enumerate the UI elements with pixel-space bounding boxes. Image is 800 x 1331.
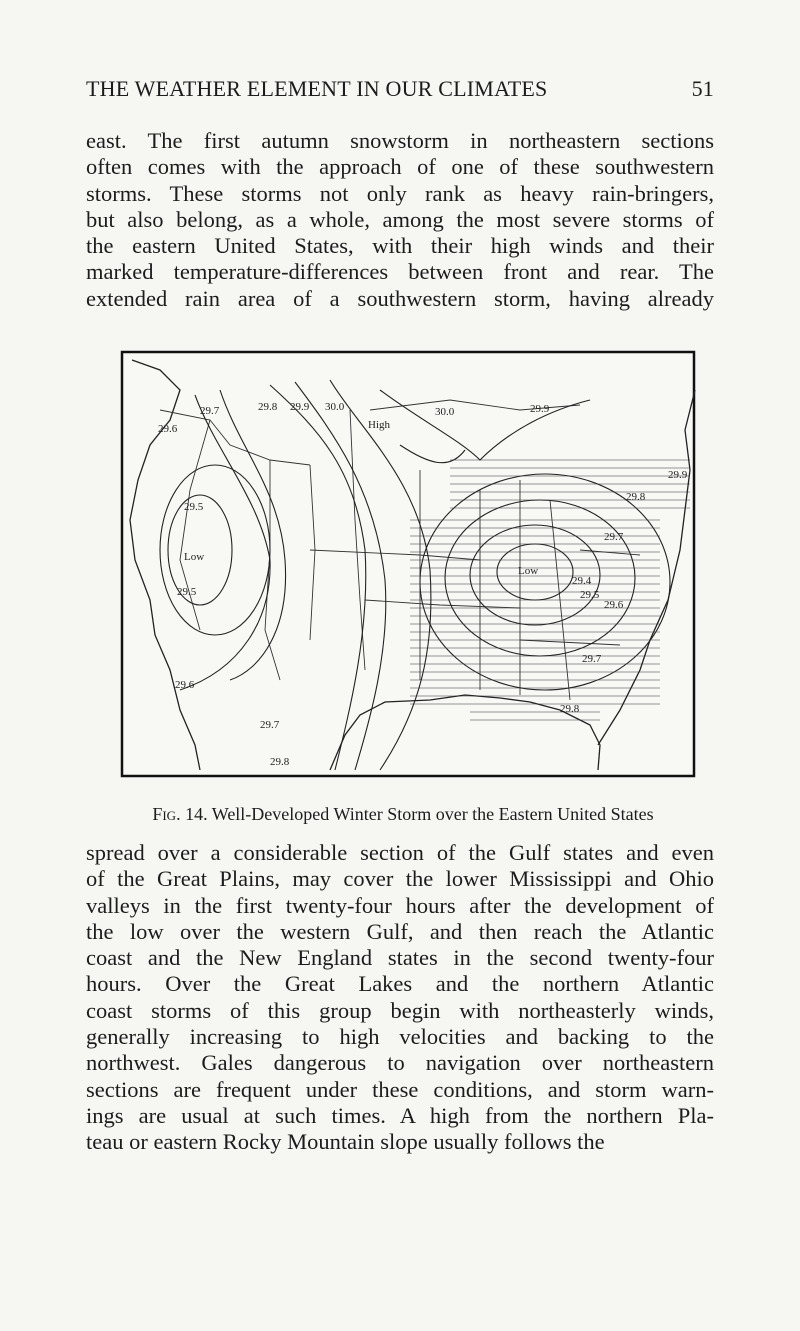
isobar-label: 29.9 (530, 403, 550, 415)
text-line: extended rain area of a southwestern storm, having already (86, 285, 714, 311)
text-line: northwest. Gales dangerous to navigation over northeastern (86, 1050, 714, 1076)
running-header-title: THE WEATHER ELEMENT IN OUR CLIMATES (86, 76, 548, 101)
low-pressure-label: Low (518, 565, 539, 577)
isobar-label: 29.4 (572, 575, 592, 587)
text-line: storms. These storms not only rank as heavy rain-bringers, (86, 180, 714, 206)
isobar-label: 29.6 (604, 599, 624, 611)
isobar-label: 29.9 (290, 401, 310, 413)
text-line: the eastern United States, with their high winds and their (86, 233, 714, 259)
isobar-label: 29.6 (175, 679, 195, 691)
isobar-label: 29.5 (580, 589, 600, 601)
isobar-label: 29.8 (560, 703, 580, 715)
text-line: generally increasing to high velocities and backing to the (86, 1024, 714, 1050)
isobar-label: 29.8 (626, 491, 646, 503)
text-line: hours. Over the Great Lakes and the northern Atlantic (86, 971, 714, 997)
high-pressure-label: High (368, 419, 390, 431)
figure-caption-label: Fig. 14. (152, 804, 208, 824)
isobar-label: 30.0 (435, 406, 455, 418)
text-line: ings are usual at such times. A high from the northern Pla- (86, 1102, 714, 1128)
low-pressure-label: Low (184, 551, 205, 563)
text-line: coast and the New England states in the second twenty-four (86, 945, 714, 971)
text-line: of the Great Plains, may cover the lower Mississippi and Ohio (86, 866, 714, 892)
text-line: sections are frequent under these conditions, and storm warn- (86, 1076, 714, 1102)
text-line: spread over a considerable section of the Gulf states and even (86, 840, 714, 865)
text-line: but also belong, as a whole, among the most severe storms of (86, 206, 714, 232)
figure-caption (120, 804, 686, 825)
text-line: often comes with the approach of one of these southwestern (86, 154, 714, 180)
text-line: marked temperature-differences between front and rear. The (86, 259, 714, 285)
isobar-label: 29.5 (177, 586, 197, 598)
isobar-label: 29.7 (582, 653, 602, 665)
text-line: coast storms of this group begin with northeasterly winds, (86, 997, 714, 1023)
isobar-label: 29.7 (200, 405, 220, 417)
paragraph-bottom (86, 840, 714, 1156)
isobar-label: 29.9 (668, 469, 688, 481)
text-line: valleys in the first twenty-four hours after the development of (86, 892, 714, 918)
isobar-label: 29.6 (158, 423, 178, 435)
isobar-label: 29.7 (260, 719, 280, 731)
isobar-label: 29.8 (270, 756, 290, 768)
paragraph-top (86, 128, 714, 312)
isobar-label: 29.7 (604, 531, 624, 543)
weather-map-figure (120, 350, 696, 778)
isobar-label: 30.0 (325, 401, 345, 413)
isobar-label: 29.8 (258, 401, 278, 413)
text-line: east. The first autumn snowstorm in northeastern sections (86, 128, 714, 153)
text-line: the low over the western Gulf, and then reach the Atlantic (86, 918, 714, 944)
figure-caption-text: Well-Developed Winter Storm over the Eastern United States (211, 804, 654, 824)
page-number: 51 (691, 76, 714, 101)
text-line: teau or eastern Rocky Mountain slope usually follows the (86, 1129, 605, 1155)
weather-map (120, 350, 696, 778)
isobar-label: 29.5 (184, 501, 204, 513)
